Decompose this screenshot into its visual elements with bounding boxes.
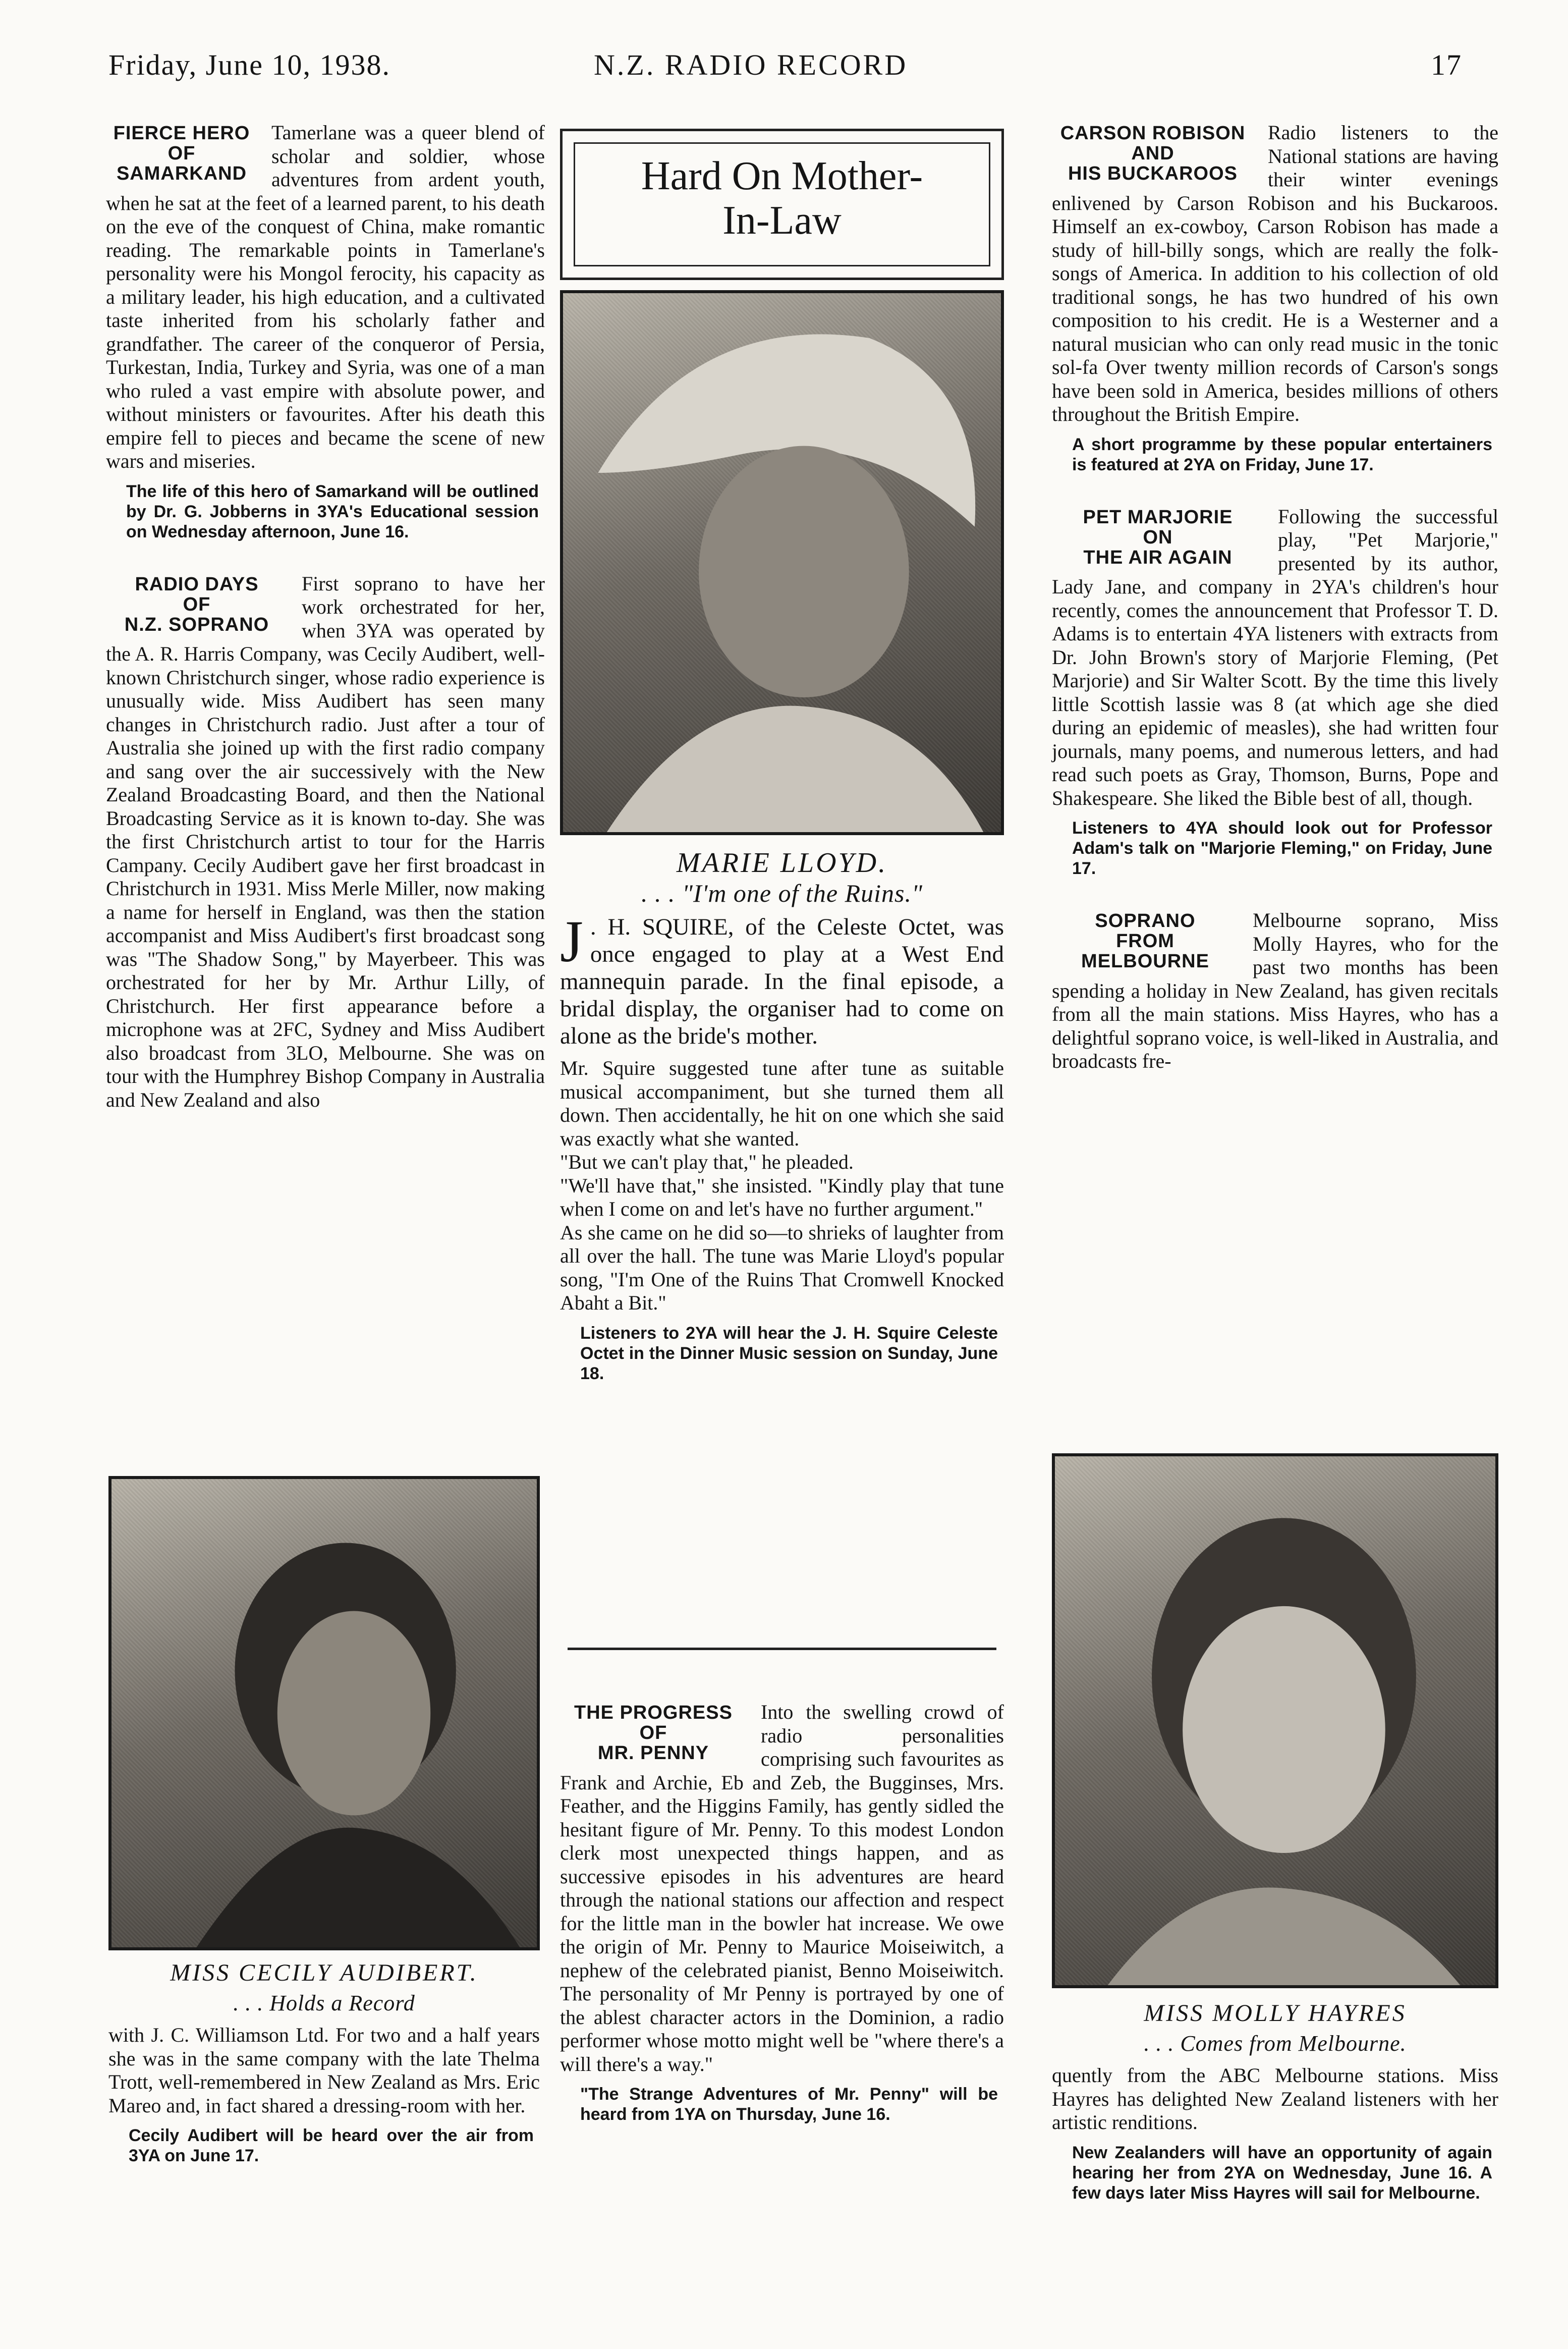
column-left (106, 121, 545, 1112)
broadcast-note: Listeners to 2YA will hear the J. H. Squire Celeste Octet in the Dinner Music session on Sunday, June 18. (580, 1323, 998, 1383)
broadcast-note: New Zealanders will have an opportunity of again hearing her from 2YA on Wednesday, June 16. A few days later Miss Hayres will sail for Melbourne. (1072, 2143, 1492, 2203)
article-body-continued: with J. C. Williamson Ltd. For two and a half years she was in the same company with the late Thelma Trott, well-remembered in New Zealand as Mrs. Eric Mareo and, in fact shared a dressing-room with her. (108, 2024, 540, 2117)
broadcast-note: The life of this hero of Samarkand will be outlined by Dr. G. Jobberns in 3YA's Educational session on Wednesday afternoon, June 16. (126, 481, 539, 541)
broadcast-note: "The Strange Adventures of Mr. Penny" will be heard from 1YA on Thursday, June 16. (580, 2085, 998, 2124)
article-body: Following the successful play, "Pet Marjorie," presented by its author, Lady Jane, and company in 2YA's children's hour recently, comes the announcement that Professor T. D. Adams is to entertain 4YA listeners with extracts from Dr. John Brown's story of Marjorie Fleming, (Pet Marjorie) and Sir Walter Scott. By the time this lively little Scottish lassie was 8 (at which age she died during an epidemic of measles), she had written four journals, many poems, and numerous letters, and had read such poets as Gray, Thomson, Burns, Pope and Shakespeare. She liked the Bible best of all, though. (1052, 505, 1498, 809)
article-lead: . H. SQUIRE, of the Celeste Octet, was once engaged to play at a West End mannequin parade. In the final episode, a bridal display, the organiser had to come on alone as the bride's mother. (560, 914, 1004, 1049)
article-mother-in-law (560, 908, 1004, 1384)
issue-date: Friday, June 10, 1938. (108, 48, 390, 81)
photo-caption: MISS CECILY AUDIBERT. (170, 1959, 478, 1986)
article-soprano-continued (1052, 2064, 1498, 2203)
kicker-mr-penny: THE PROGRESS OF MR. PENNY (574, 1702, 733, 1764)
kicker-carson-robison: CARSON ROBISON AND HIS BUCKAROOS (1060, 123, 1246, 184)
page-number: 17 (1431, 48, 1462, 81)
caption-cecily (108, 1958, 540, 2018)
article-body: Melbourne soprano, Miss Molly Hayres, who for the past two months has been spending a holiday in New Zealand, has given recitals from all the main stations. Miss Hayres, who has a delightful soprano voice, is well-liked in Australia, and broadcasts fre- (1052, 909, 1498, 1072)
section-divider (568, 1648, 996, 1650)
article-paragraph: As she came on he did so—to shrieks of laughter from all over the hall. The tune was Marie Lloyd's popular song, "I'm One of the Ruins That Cromwell Knocked Abaht a Bit." (560, 1221, 1004, 1314)
article-body: Into the swelling crowd of radio personalities comprising such favourites as Frank and Archie, Eb and Zeb, the Bugginses, Mrs. Feather, and the Higgins Family, has gently sidled the hesitant figure of Mr. Penny. To this modest London clerk most unexpected things happen, and as successive episodes in his adventures are heard through the national stations our affection and respect for the little man in the bowler hat increase. We owe the origin of Mr. Penny to Maurice Moiseiwitch, a nephew of the celebrated pianist, Benno Moiseiwitch. The personality of Mr Penny is portrayed by one of the ablest character actors in the Dominion, a radio performer whose motto might well be "where there's a will there's a way." (560, 1701, 1004, 2075)
portrait-photo-molly-hayres (1052, 1453, 1498, 1988)
column-right (1052, 121, 1498, 1073)
drop-cap: J (560, 908, 583, 974)
photo-caption: MARIE LLOYD. (676, 847, 888, 879)
publication-title: N.Z. RADIO RECORD (594, 48, 908, 81)
article-soprano-melbourne (1052, 909, 1498, 1073)
broadcast-note: A short programme by these popular entertainers is featured at 2YA on Friday, June 17. (1072, 434, 1492, 474)
article-paragraph: Mr. Squire suggested tune after tune as suitable musical accompaniment, but she turned them all down. Then accidentally, he hit on one which she said was exactly what she wanted. (560, 1057, 1004, 1150)
photo-subcaption: . . . Comes from Melbourne. (1144, 2031, 1407, 2056)
article-fierce-hero (106, 121, 545, 542)
kicker-fierce-hero: FIERCE HERO OF SAMARKAND (113, 123, 250, 184)
portrait-silhouette (563, 293, 1001, 832)
article-carson-robison (1052, 121, 1498, 475)
feature-title-box (560, 129, 1004, 280)
article-mr-penny (560, 1701, 1004, 2124)
running-header (108, 48, 1462, 93)
article-pet-marjorie (1052, 505, 1498, 879)
article-radio-days (106, 572, 545, 1112)
photo-subcaption: . . . Holds a Record (233, 1991, 415, 2015)
article-body: Radio listeners to the National stations are having their winter evenings enlivened by Carson Robison and his Buckaroos. Himself an ex-cowboy, Carson Robison has made a study of hill-billy songs, which are really the folk-songs of America. In addition to his collection of old traditional songs, he has two hundred of his own composition to his credit. He is a Westerner and a natural musician who can only read music in the tonic sol-fa Over twenty million records of Carson's songs have been sold in America, besides millions of others throughout the British Empire. (1052, 121, 1498, 425)
article-body: First soprano to have her work orchestrated for her, when 3YA was operated by the A. R. Harris Company, was Cecily Audibert, well-known Christchurch singer, whose radio experience is unusually wide. Miss Audibert has seen many changes in Christchurch radio. Just after a tour of Australia she joined up with the first radio company and sang over the air successively with the New Zealand Broadcasting Board, and then the National Broadcasting Service as it is known to-day. She was the first Christchurch artist to tour for the Harris Campany. Cecily Audibert gave her first broadcast in Christchurch in 1931. Miss Merle Miller, now making a name for herself in England, was then the station accompanist and Miss Audibert's first broadcast song was "The Shadow Song," by Mayerbeer. This was orchestrated for her by Mr. Arthur Lilly, of Christchurch. Her first appearance before a microphone was at 2FC, Sydney and Miss Audibert also broadcast from 3LO, Melbourne. She was on tour with the Humphrey Bishop Company in Australia and New Zealand and also (106, 572, 545, 1111)
article-radio-days-continued (108, 2024, 540, 2166)
photo-subcaption: . . . "I'm one of the Ruins." (641, 879, 923, 907)
article-body: Tamerlane was a queer blend of scholar and soldier, whose adventures from ardent youth, when he sat at the feet of a learned parent, to his death on the eve of the conquest of China, make romantic reading. The remarkable points in Tamerlane's personality were his Mongol ferocity, his capacity as a military leader, his high education, and a cultivated taste inherited from his scholarly father and grandfather. The career of the conqueror of Persia, Turkestan, India, Turkey and Syria, was one of a man who ruled a vast empire with absolute power, and without ministers or favourites. After his death this empire fell to pieces and became the scene of new wars and miseries. (106, 121, 545, 472)
kicker-radio-days: RADIO DAYS OF N.Z. SOPRANO (124, 573, 269, 635)
caption-molly-hayres (1052, 1998, 1498, 2059)
article-body-continued: quently from the ABC Melbourne stations. Miss Hayres has delighted New Zealand listeners with her artistic renditions. (1052, 2064, 1498, 2134)
article-paragraph: "But we can't play that," he pleaded. (560, 1151, 854, 1173)
broadcast-note: Listeners to 4YA should look out for Professor Adam's talk on "Marjorie Fleming," on Friday, June 17. (1072, 818, 1492, 878)
caption-marie-lloyd (560, 848, 1004, 908)
broadcast-note: Cecily Audibert will be heard over the air from 3YA on June 17. (129, 2126, 534, 2165)
portrait-photo-marie-lloyd (560, 290, 1004, 835)
feature-title: Hard On Mother- In-Law (574, 142, 990, 266)
portrait-photo-cecily-audibert (108, 1476, 540, 1950)
photo-caption: MISS MOLLY HAYRES (1144, 2000, 1407, 2027)
portrait-silhouette (1055, 1456, 1495, 1985)
kicker-soprano-melbourne: SOPRANO FROM MELBOURNE (1081, 910, 1209, 972)
kicker-pet-marjorie: PET MARJORIE ON THE AIR AGAIN (1083, 506, 1233, 568)
portrait-silhouette (111, 1479, 537, 1947)
article-paragraph: "We'll have that," she insisted. "Kindly play that tune when I come on and let's have no further argument." (560, 1174, 1004, 1220)
